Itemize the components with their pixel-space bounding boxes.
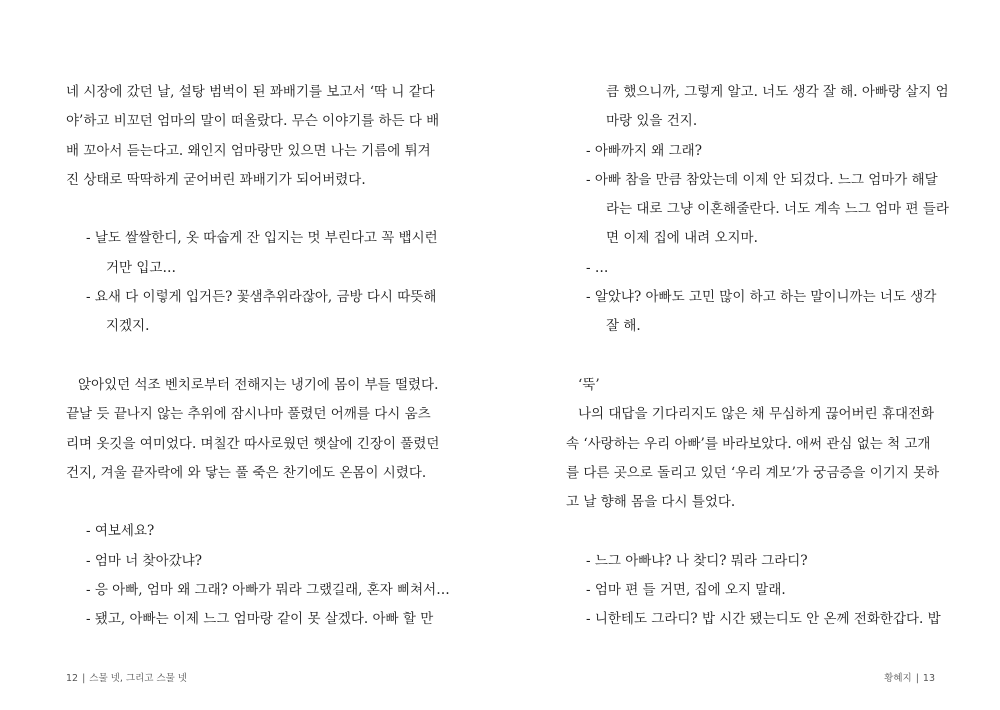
dialogue-block [66, 517, 450, 634]
author-name: 황혜지 [884, 673, 912, 684]
dialogue-block [566, 78, 949, 342]
text-line: 진 상태로 딱딱하게 굳어버린 꽈배기가 되어버렸다. [66, 171, 366, 188]
dialogue-line: - 아빠까지 왜 그래? [586, 142, 702, 159]
dialogue-line: - 날도 쌀쌀한디, 옷 따숩게 잔 입지는 멋 부린다고 꼭 뱁시런 [86, 230, 438, 247]
paragraph [66, 78, 446, 195]
dialogue-line: - 아빠 참을 만큼 참았는데 이제 안 되겄다. 느그 엄마가 해달 [586, 171, 938, 188]
paragraph-spacer [66, 342, 446, 371]
page-number: 13 [922, 673, 935, 684]
dialogue-line: 거만 입고… [106, 259, 176, 276]
text-line: 앉아있던 석조 벤치로부터 전해지는 냉기에 몸이 부들 떨렸다. [78, 376, 439, 393]
paragraph-spacer [566, 517, 946, 546]
text-line: ‘뚝’ [578, 376, 600, 393]
left-page-footer [66, 670, 187, 684]
text-line: 야’하고 비꼬던 엄마의 말이 떠올랐다. 무슨 이야기를 하든 다 배 [66, 113, 440, 130]
footer-separator: | [915, 673, 919, 684]
paragraph-spacer [66, 195, 446, 224]
dialogue-line: - 엄마 편 들 거면, 집에 오지 말래. [586, 582, 786, 599]
dialogue-block [66, 224, 446, 341]
paragraph-spacer [66, 488, 446, 517]
text-line: 를 다른 곳으로 돌리고 있던 ‘우리 계모’가 궁금증을 이기지 못하 [566, 464, 940, 481]
text-line: 리며 옷깃을 여미었다. 며칠간 따사로웠던 햇살에 긴장이 풀렸던 [66, 435, 440, 452]
dialogue-line: 라는 대로 그냥 이혼해줄란다. 너도 계속 느그 엄마 편 들라 [606, 201, 949, 218]
text-line: 건지, 겨울 끝자락에 와 닿는 풀 죽은 찬기에도 온몸이 시렸다. [66, 464, 427, 481]
dialogue-line: 지겠지. [106, 318, 150, 335]
dialogue-line: - 여보세요? [86, 523, 155, 540]
dialogue-line: 큼 했으니까, 그렇게 알고. 너도 생각 잘 해. 아빠랑 살지 엄 [606, 84, 949, 100]
footer-separator: | [82, 673, 86, 684]
right-page-body [566, 78, 949, 635]
dialogue-line: - 니한테도 그라디? 밥 시간 됐는디도 안 온께 전화한갑다. 밥 [586, 611, 941, 628]
text-line: 속 ‘사랑하는 우리 아빠’를 바라보았다. 애써 관심 없는 척 고개 [566, 435, 931, 452]
right-page [500, 0, 1000, 710]
dialogue-line: 마랑 있을 건지. [606, 113, 698, 130]
dialogue-line: - 요새 다 이렇게 입거든? 꽃샘추위라잖아, 금방 다시 따뜻해 [86, 289, 437, 306]
dialogue-line: - 응 아빠, 엄마 왜 그래? 아빠가 뭐라 그랬길래, 혼자 삐쳐서… [86, 582, 450, 599]
dialogue-line: - 느그 아빠냐? 나 찾디? 뭐라 그라디? [586, 552, 808, 569]
text-line: 배 꼬아서 듣는다고. 왜인지 엄마랑만 있으면 나는 기름에 튀겨 [66, 142, 431, 159]
dialogue-line: 잘 해. [606, 318, 641, 335]
paragraph-spacer [566, 342, 946, 371]
page-number: 12 [66, 673, 79, 684]
left-page-body [66, 78, 450, 635]
paragraph [66, 371, 446, 488]
dialogue-block [566, 547, 946, 635]
text-line: 끝날 듯 끝나지 않는 추위에 잠시나마 풀렸던 어깨를 다시 움츠 [66, 406, 431, 423]
dialogue-line: - 알았냐? 아빠도 고민 많이 하고 하는 말이니까는 너도 생각 [586, 289, 937, 306]
book-title: 스물 넷, 그리고 스물 넷 [89, 673, 187, 684]
text-line: 나의 대답을 기다리지도 않은 채 무심하게 끊어버린 휴대전화 [578, 406, 935, 423]
right-page-footer [884, 670, 935, 684]
dialogue-line: 면 이제 집에 내려 오지마. [606, 230, 758, 247]
dialogue-line: - 됐고, 아빠는 이제 느그 엄마랑 같이 못 살겠다. 아빠 할 만 [86, 611, 434, 628]
dialogue-line: - … [586, 259, 609, 276]
text-line: 네 시장에 갔던 날, 설탕 범벅이 된 꽈배기를 보고서 ‘딱 니 같다 [66, 84, 435, 100]
paragraph [566, 371, 946, 517]
text-line: 고 날 향해 몸을 다시 틀었다. [566, 494, 736, 511]
dialogue-line: - 엄마 너 찾아갔냐? [86, 552, 202, 569]
